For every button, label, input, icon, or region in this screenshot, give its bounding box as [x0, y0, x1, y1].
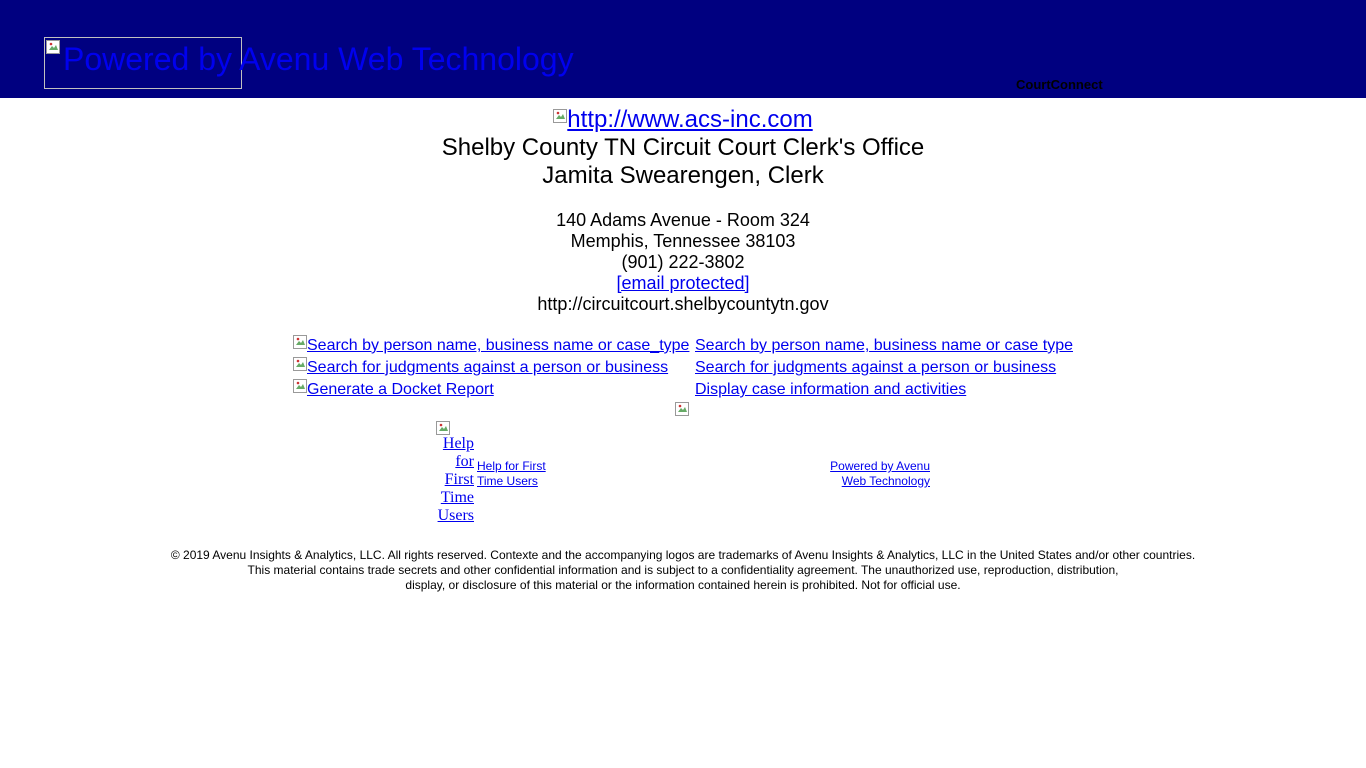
- copyright-line: © 2019 Avenu Insights & Analytics, LLC. All rights reserved. Contexte and the accompanying logos are trademarks of Avenu Insights & Analytics, LLC in the United States and/or other countries.: [170, 548, 1196, 562]
- website-url: http://circuitcourt.shelbycountytn.gov: [537, 294, 829, 314]
- acs-link[interactable]: [553, 106, 812, 133]
- case-information-link[interactable]: Display case information and activities: [695, 381, 967, 398]
- acs-link-row: [0, 106, 1366, 134]
- office-address: [0, 210, 1366, 315]
- broken-image-icon: [436, 421, 450, 435]
- help-alt-line: Time: [440, 489, 474, 506]
- broken-image-icon: [293, 379, 307, 393]
- help-text-line: Help for First: [477, 459, 546, 473]
- link-text: Generate a Docket Report: [307, 381, 494, 398]
- logo-alt-text: Powered by Avenu Web Technology: [63, 41, 574, 77]
- help-alt-line: Help: [442, 435, 474, 452]
- phone-number: (901) 222-3802: [621, 252, 745, 272]
- help-text-line: Time Users: [477, 474, 538, 488]
- help-first-time-users-link[interactable]: [477, 459, 557, 489]
- email-link[interactable]: [email protected]: [616, 273, 750, 293]
- clerk-name: Jamita Swearengen, Clerk: [542, 162, 824, 189]
- help-alt-line: Users: [437, 507, 474, 524]
- app-name: CourtConnect: [1016, 77, 1103, 92]
- link-text: Search by person name, business name or case_type: [307, 337, 690, 354]
- powered-line: Web Technology: [841, 474, 930, 488]
- powered-line: Powered by Avenu: [830, 459, 930, 473]
- broken-image-icon: [553, 109, 567, 123]
- office-title: Shelby County TN Circuit Court Clerk's Office: [441, 134, 925, 161]
- help-alt-line: for: [455, 453, 474, 470]
- address-line-2: Memphis, Tennessee 38103: [570, 231, 796, 251]
- docket-report-image-link[interactable]: [293, 379, 494, 401]
- copyright-line: This material contains trade secrets and other confidential information and is subject to a confidentiality agreement. The unauthorized use, reproduction, distribution,: [247, 563, 1119, 577]
- search-by-name-link[interactable]: Search by person name, business name or case type: [695, 337, 1073, 354]
- address-line-1: 140 Adams Avenue - Room 324: [556, 210, 810, 230]
- search-by-name-image-link[interactable]: [293, 335, 689, 357]
- search-judgments-image-link[interactable]: [293, 357, 668, 379]
- link-text: Search for judgments against a person or business: [307, 359, 669, 376]
- acs-link-text: http://www.acs-inc.com: [567, 106, 813, 133]
- help-image-link[interactable]: [436, 421, 474, 525]
- copyright-line: display, or disclosure of this material or the information contained herein is prohibited. Not for official use.: [405, 578, 961, 592]
- help-alt-line: First: [444, 471, 474, 488]
- broken-image-icon: [675, 402, 689, 416]
- broken-image-icon: [293, 335, 307, 349]
- header-band: [0, 0, 1366, 98]
- powered-by-avenu-link[interactable]: [800, 459, 930, 489]
- search-judgments-link[interactable]: Search for judgments against a person or business: [695, 359, 1057, 376]
- powered-by-logo-link[interactable]: [44, 37, 574, 89]
- copyright-notice: [0, 548, 1366, 593]
- broken-image-icon: [293, 357, 307, 371]
- broken-image-icon: [46, 40, 60, 54]
